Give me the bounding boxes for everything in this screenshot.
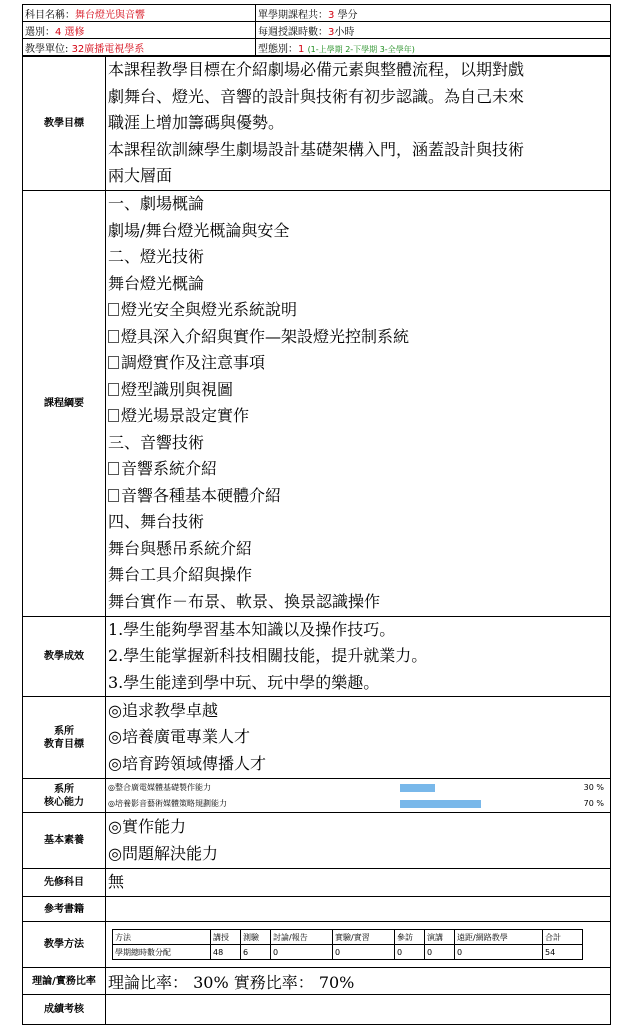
grading-value xyxy=(106,995,611,1025)
teaching-method-label: 教學方法 xyxy=(23,922,106,968)
teaching-method-table xyxy=(112,929,583,960)
semester-credits-unit: 學分 xyxy=(337,9,358,21)
core-ability-bar xyxy=(400,784,435,792)
type-cell xyxy=(23,22,256,39)
semester-credits-label: 單學期課程共： xyxy=(258,9,328,21)
outline-line: 燈型識別與視圖 xyxy=(108,377,610,404)
references-row xyxy=(23,897,611,922)
core-ability-bar-track xyxy=(400,800,516,808)
dept-goals-label: 系所 教育目標 xyxy=(23,697,106,779)
outline-line: 舞台與懸吊系統介紹 xyxy=(108,538,253,558)
grading-row xyxy=(23,995,611,1025)
course-name-value: 舞台燈光與音響 xyxy=(75,9,145,21)
term-type-cell xyxy=(256,39,611,56)
outline-line: 調燈實作及注意事項 xyxy=(108,350,610,377)
term-type-note: (1-上學期 2-下學期 3-全學年) xyxy=(307,44,415,54)
dept-goal-line: ◎培養廣電專業人才 xyxy=(108,727,250,747)
basic-literacy-content xyxy=(106,813,611,869)
method-value-cell: 0 xyxy=(271,945,333,960)
method-header-row xyxy=(113,930,583,945)
checkbox-icon xyxy=(108,303,119,316)
course-name-cell xyxy=(23,5,256,22)
objectives-line: 本課程欲訓練學生劇場設計基礎架構入門，涵蓋設計與技術 xyxy=(108,139,525,159)
course-header xyxy=(22,4,611,56)
term-type-label: 型態別： xyxy=(258,43,298,55)
prerequisite-row xyxy=(23,869,611,897)
checkbox-icon xyxy=(108,330,119,343)
core-ability-percent: 70 % xyxy=(583,799,604,808)
method-header-cell: 測驗 xyxy=(241,930,271,945)
method-header-cell: 講授 xyxy=(211,930,241,945)
teaching-method-row xyxy=(23,922,611,968)
method-value-cell: 6 xyxy=(241,945,271,960)
core-abilities-row xyxy=(23,779,611,813)
core-ability-bar-track xyxy=(400,784,516,792)
ratio-value: 理論比率： 30% 實務比率： 70% xyxy=(106,968,611,995)
objectives-line: 職涯上增加籌碼與優勢。 xyxy=(108,113,285,132)
references-label: 參考書籍 xyxy=(23,897,106,922)
outcomes-content xyxy=(106,616,611,697)
basic-literacy-line: ◎問題解決能力 xyxy=(108,843,218,863)
outline-row xyxy=(23,190,611,616)
semester-credits-cell xyxy=(256,5,611,22)
checkbox-icon xyxy=(108,356,119,369)
outline-line: 音響系統介紹 xyxy=(108,456,610,483)
references-value xyxy=(106,897,611,922)
outline-line: 劇場/舞台燈光概論與安全 xyxy=(108,220,290,240)
weekly-hours-unit: 小時 xyxy=(334,26,355,38)
objectives-line: 兩大層面 xyxy=(108,166,173,185)
weekly-hours-cell xyxy=(256,22,611,39)
unit-cell xyxy=(23,39,256,56)
core-ability-bar xyxy=(400,800,481,808)
semester-credits-value: 3 xyxy=(328,9,335,21)
method-value-cell: 學期總時數分配 xyxy=(113,945,211,960)
outline-line: 舞台燈光概論 xyxy=(108,273,205,293)
basic-literacy-line: ◎實作能力 xyxy=(108,817,186,836)
basic-literacy-label: 基本素養 xyxy=(23,813,106,869)
checkbox-icon xyxy=(108,462,119,475)
core-ability-text: ◎培養影音藝術媒體策略規劃能力 xyxy=(108,799,227,808)
method-value-cell: 48 xyxy=(211,945,241,960)
ratio-label: 理論/實務比率 xyxy=(23,968,106,995)
method-value-cell: 0 xyxy=(333,945,395,960)
checkbox-icon xyxy=(108,489,119,502)
prerequisite-value: 無 xyxy=(106,869,611,897)
outline-content xyxy=(106,190,611,616)
outline-line: 舞台實作－布景、軟景、換景認識操作 xyxy=(108,591,381,611)
method-header-cell: 討論/報告 xyxy=(271,930,333,945)
outline-line: 舞台工具介紹與操作 xyxy=(108,565,253,584)
dept-goal-line: ◎追求教學卓越 xyxy=(108,700,218,720)
outcomes-line: 1.學生能夠學習基本知識以及操作技巧。 xyxy=(108,619,396,639)
basic-literacy-row xyxy=(23,813,611,869)
outline-line: 燈具深入介紹與實作—架設燈光控制系統 xyxy=(108,324,610,351)
method-header-cell: 合計 xyxy=(543,930,583,945)
method-value-cell: 0 xyxy=(425,945,455,960)
core-ability-text: ◎整合廣電媒體基礎製作能力 xyxy=(108,783,211,792)
core-ability-item xyxy=(106,796,610,812)
outline-label: 課程綱要 xyxy=(23,190,106,616)
method-value-cell: 0 xyxy=(395,945,425,960)
outcomes-label: 教學成效 xyxy=(23,616,106,697)
outcomes-line: 2.學生能掌握新科技相關技能，提升就業力。 xyxy=(108,646,428,665)
method-value-cell: 0 xyxy=(455,945,543,960)
outcomes-line: 3.學生能達到學中玩、玩中學的樂趣。 xyxy=(108,672,380,692)
syllabus-table xyxy=(22,56,611,1025)
unit-label: 教學單位: xyxy=(25,43,69,55)
core-abilities-label: 系所 核心能力 xyxy=(23,779,106,813)
course-syllabus xyxy=(22,4,610,1025)
type-label: 選別： xyxy=(25,26,55,38)
outline-line: 一、劇場概論 xyxy=(108,194,205,213)
dept-goals-content xyxy=(106,697,611,779)
weekly-hours-value: 3 xyxy=(328,26,335,38)
method-value-row xyxy=(113,945,583,960)
method-header-cell: 實驗/實習 xyxy=(333,930,395,945)
outline-line: 音響各種基本硬體介紹 xyxy=(108,483,610,510)
method-value-cell: 54 xyxy=(543,945,583,960)
outline-line: 二、燈光技術 xyxy=(108,247,205,266)
type-value: 4 選修 xyxy=(55,26,85,38)
outline-line: 燈光場景設定實作 xyxy=(108,403,610,430)
course-name-label: 科目名稱： xyxy=(25,9,75,21)
outline-line: 四、舞台技術 xyxy=(108,512,205,531)
outline-line: 燈光安全與燈光系統說明 xyxy=(108,297,610,324)
core-ability-item xyxy=(106,780,610,796)
objectives-content xyxy=(106,57,611,191)
weekly-hours-label: 每週授課時數： xyxy=(258,26,328,38)
outline-line: 三、音響技術 xyxy=(108,432,205,452)
dept-goals-row xyxy=(23,697,611,779)
objectives-line: 劇舞台、燈光、音響的設計與技術有初步認識。為自己未來 xyxy=(108,86,525,106)
prerequisite-label: 先修科目 xyxy=(23,869,106,897)
grading-label: 成績考核 xyxy=(23,995,106,1025)
core-abilities-content xyxy=(106,779,611,813)
term-type-value: 1 xyxy=(298,43,305,55)
core-ability-percent: 30 % xyxy=(583,783,604,792)
dept-goal-line: ◎培育跨領域傳播人才 xyxy=(108,753,266,773)
method-header-cell: 方法 xyxy=(113,930,211,945)
checkbox-icon xyxy=(108,409,119,422)
objectives-row xyxy=(23,57,611,191)
unit-value: 32廣播電視學系 xyxy=(71,43,145,55)
ratio-row xyxy=(23,968,611,995)
method-header-cell: 參訪 xyxy=(395,930,425,945)
method-header-cell: 演講 xyxy=(425,930,455,945)
outcomes-row xyxy=(23,616,611,697)
objectives-label: 教學目標 xyxy=(23,57,106,191)
teaching-method-content xyxy=(106,922,611,968)
checkbox-icon xyxy=(108,383,119,396)
method-header-cell: 遠距/網路教學 xyxy=(455,930,543,945)
objectives-line: 本課程教學目標在介紹劇場必備元素與整體流程，以期對戲 xyxy=(108,60,525,79)
